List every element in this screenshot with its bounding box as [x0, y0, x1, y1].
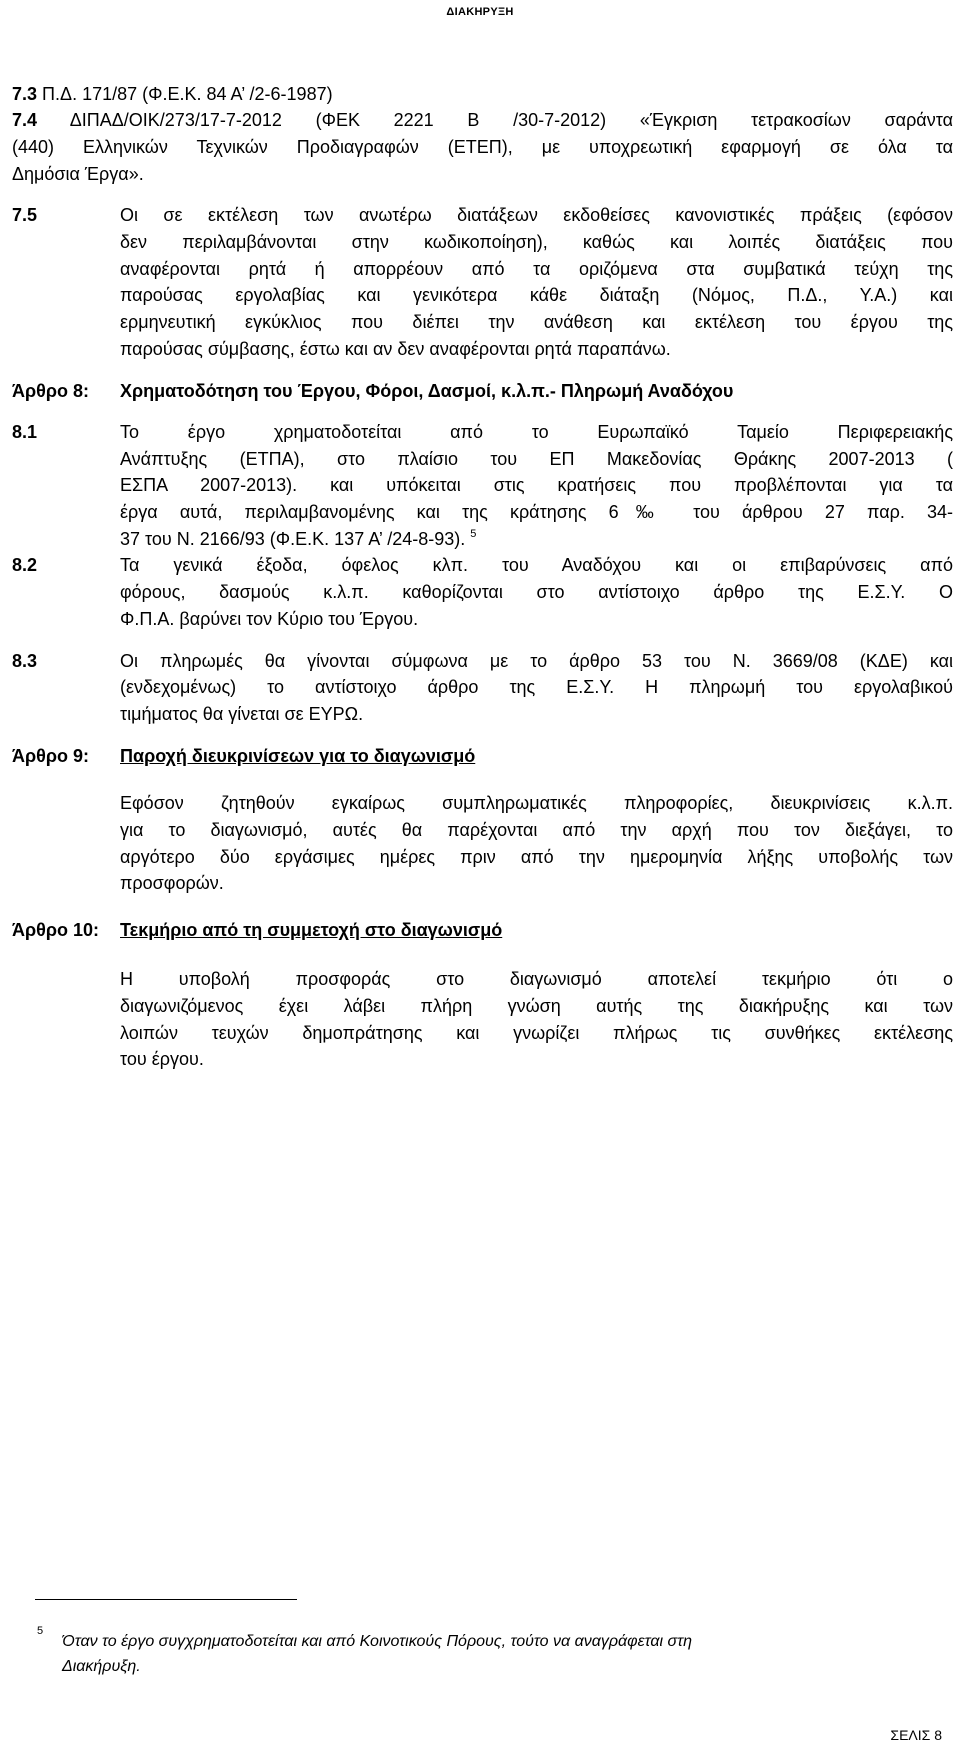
section-7-5-line: αναφέρονται ρητά ή απορρέουν από τα οριζόμενα στα συμβατικά τεύχη της [120, 259, 953, 279]
article-9-line: Εφόσον ζητηθούν εγκαίρως συμπληρωματικές πληροφορίες, διευκρινίσεις κ.λ.π. [120, 793, 953, 813]
article-9-line: αργότερο δύο εργάσιμες ημέρες πριν από την ημερομηνία λήξης υποβολής των [120, 847, 953, 867]
section-8-3-line: τιμήματος θα γίνεται σε ΕΥΡΩ. [120, 704, 364, 724]
section-8-2-line: Τα γενικά έξοδα, όφελος κλπ. του Αναδόχου και οι επιβαρύνσεις από [120, 555, 953, 575]
section-8-3-number: 8.3 [12, 651, 38, 671]
article-9-line: για το διαγωνισμό, αυτές θα παρέχονται από την αρχή που τον διεξάγει, το [120, 820, 953, 840]
article-10-label: Άρθρο 10: [12, 920, 100, 940]
document-header: ΔΙΑΚΗΡΥΞΗ [446, 6, 514, 18]
article-9-line: προσφορών. [120, 873, 224, 893]
section-7-5-line: παρούσας σύμβασης, έστω και αν δεν αναφέρονται ρητά παραπάνω. [120, 339, 671, 359]
section-8-3-line: (ενδεχομένως) το αντίστοιχο άρθρο της Ε.Σ.Υ. Η πληρωμή του εργολαβικού [120, 677, 953, 697]
section-7-4-line2: (440) Ελληνικών Τεχνικών Προδιαγραφών (ΕΤΕΠ), με υποχρεωτική εφαρμογή σε όλα τα [12, 137, 953, 157]
section-8-2-number: 8.2 [12, 555, 38, 575]
section-7-5-number: 7.5 [12, 205, 38, 225]
section-8-1-line: έργα αυτά, περιλαμβανομένης και της κράτησης 6‰ του άρθρου 27 παρ. 34- [120, 502, 953, 522]
section-8-1-line: Το έργο χρηματοδοτείται από το Ευρωπαϊκό Ταμείο Περιφερειακής [120, 422, 953, 442]
section-8-1-number: 8.1 [12, 422, 38, 442]
footnote-line: Όταν το έργο συγχρηματοδοτείται και από Κοινοτικούς Πόρους, τούτο να αναγράφεται στη [62, 1633, 692, 1650]
section-7-4-line3: Δημόσια Έργα». [12, 164, 144, 184]
section-8-1-line: ΕΣΠΑ 2007-2013). και υπόκειται στις κρατήσεις που προβλέπονται για τα [120, 475, 953, 495]
article-9-title: Παροχή διευκρινίσεων για το διαγωνισμό [120, 746, 476, 766]
article-8-label: Άρθρο 8: [12, 381, 90, 401]
section-8-2-line: φόρους, δασμούς κ.λ.π. καθορίζονται στο αντίστοιχο άρθρο της Ε.Σ.Υ. Ο [120, 582, 953, 602]
footnote-mark: 5 [37, 1625, 44, 1637]
section-7-4-line1 [12, 106, 953, 134]
section-7-5-line: δεν περιλαμβάνονται στην κωδικοποίηση), καθώς και λοιπές διατάξεις που [120, 232, 953, 252]
article-10-line: διαγωνιζόμενος έχει λάβει πλήρη γνώση αυτής της διακήρυξης και των [120, 996, 953, 1016]
page-number: ΣΕΛΙΣ 8 [890, 1727, 942, 1743]
footnote-reference[interactable]: 5 [470, 528, 477, 540]
article-10-line: λοιπών τευχών δημοπράτησης και γνωρίζει πλήρως τις συνθήκες εκτέλεσης [120, 1023, 953, 1043]
footnote-separator [35, 1599, 297, 1600]
section-8-1-text: 37 του Ν. 2166/93 (Φ.Ε.Κ. 137 Α’ /24-8-93). [120, 529, 466, 549]
footnote-line: Διακήρυξη. [62, 1658, 141, 1675]
section-number: 7.3 [12, 84, 38, 104]
article-10-line: του έργου. [120, 1049, 204, 1069]
section-8-2-line: Φ.Π.Α. βαρύνει τον Κύριο του Έργου. [120, 609, 419, 629]
section-text: Π.Δ. 171/87 (Φ.Ε.Κ. 84 Α’ /2-6-1987) [42, 84, 333, 104]
section-text: ΔΙΠΑΔ/ΟΙΚ/273/17-7-2012 (ΦΕΚ 2221 Β /30-7-2012) «Έγκριση τετρακοσίων σαράντα [69, 110, 953, 130]
article-8-title: Χρηματοδότηση του Έργου, Φόροι, Δασμοί, κ.λ.π.- Πληρωμή Αναδόχου [120, 381, 734, 401]
section-7-5-line: Οι σε εκτέλεση των ανωτέρω διατάξεων εκδοθείσες κανονιστικές πράξεις (εφόσον [120, 205, 953, 225]
section-7-5-line: ερμηνευτική εγκύκλιος που διέπει την ανάθεση και εκτέλεση του έργου της [120, 312, 953, 332]
article-9-label: Άρθρο 9: [12, 746, 90, 766]
section-7-3 [12, 80, 333, 108]
section-number: 7.4 [12, 110, 38, 130]
article-10-line: Η υποβολή προσφοράς στο διαγωνισμό αποτελεί τεκμήριο ότι ο [120, 969, 953, 989]
section-7-5-line: παρούσας εργολαβίας και γενικότερα κάθε διάταξη (Νόμος, Π.Δ., Υ.Α.) και [120, 285, 953, 305]
section-8-1-line: Ανάπτυξης (ΕΤΠΑ), στο πλαίσιο του ΕΠ Μακεδονίας Θράκης 2007-2013 ( [120, 449, 953, 469]
article-10-title: Τεκμήριο από τη συμμετοχή στο διαγωνισμό [120, 920, 503, 940]
section-8-3-line: Οι πληρωμές θα γίνονται σύμφωνα με το άρθρο 53 του Ν. 3669/08 (ΚΔΕ) και [120, 651, 953, 671]
